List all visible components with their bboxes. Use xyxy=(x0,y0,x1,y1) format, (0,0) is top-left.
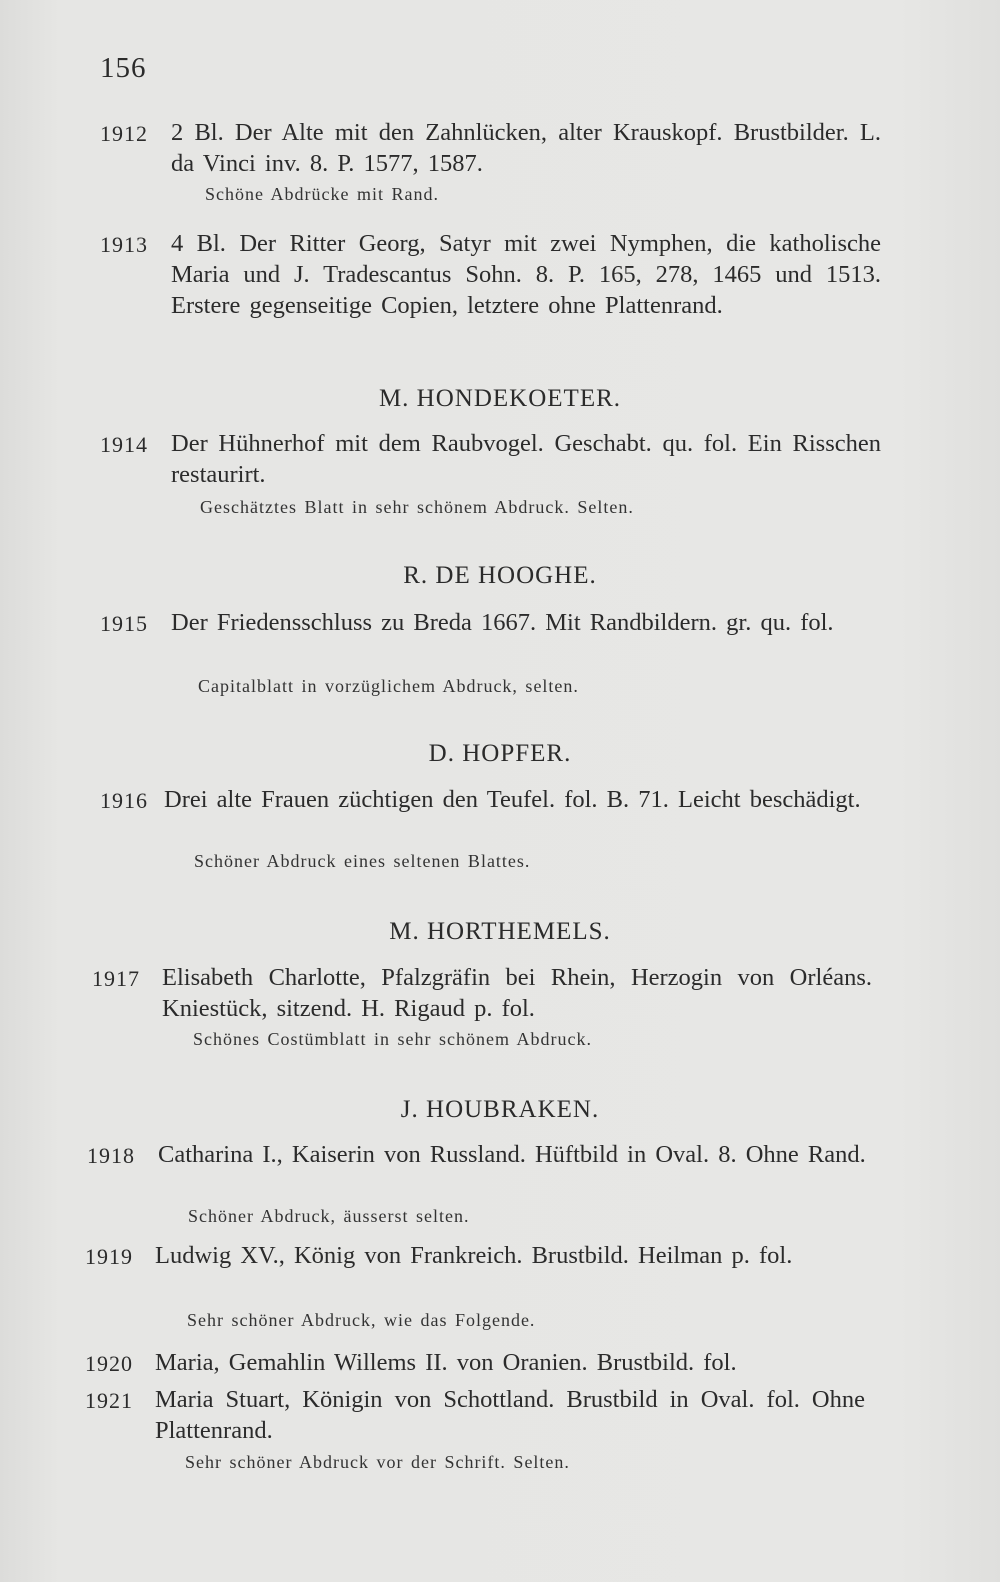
page-number: 156 xyxy=(100,52,147,84)
entry-note: Geschätztes Blatt in sehr schönem Abdruck. Selten. xyxy=(200,497,634,517)
entry-number: 1913 xyxy=(100,232,148,257)
entry-number: 1917 xyxy=(92,966,140,991)
entry-text: Maria Stuart, Königin von Schottland. Brustbild in Oval. fol. Ohne Plattenrand. xyxy=(155,1386,865,1444)
entry-text: Elisabeth Charlotte, Pfalzgräfin bei Rhein, Herzogin von Orléans. Kniestück, sitzend. H. Rigaud p. fol. xyxy=(162,964,872,1022)
artist-heading: M. HONDEKOETER. xyxy=(378,385,622,412)
entry-text: Der Friedensschluss zu Breda 1667. Mit Randbildern. gr. qu. fol. xyxy=(171,609,834,636)
entry-number: 1912 xyxy=(100,121,148,146)
entry-number: 1914 xyxy=(100,432,148,457)
entry-number: 1918 xyxy=(87,1143,135,1168)
artist-heading: M. HORTHEMELS. xyxy=(389,918,611,945)
entry-text: Maria, Gemahlin Willems II. von Oranien. Brustbild. fol. xyxy=(155,1349,737,1376)
entry-note: Schöner Abdruck, äusserst selten. xyxy=(188,1206,470,1226)
entry-note: Schöne Abdrücke mit Rand. xyxy=(205,184,439,204)
entry-text: 4 Bl. Der Ritter Georg, Satyr mit zwei Nymphen, die katholische Maria und J. Tradescantus Sohn. 8. P. 165, 278, 1465 und 1513. Erstere gegenseitige Copien, letztere ohne Plattenrand. xyxy=(171,230,881,319)
entry-note: Capitalblatt in vorzüglichem Abdruck, selten. xyxy=(198,676,579,696)
entry-note: Sehr schöner Abdruck vor der Schrift. Selten. xyxy=(185,1452,570,1472)
artist-heading: J. HOUBRAKEN. xyxy=(400,1096,600,1123)
entry-note: Schönes Costümblatt in sehr schönem Abdruck. xyxy=(193,1029,592,1049)
entry-number: 1919 xyxy=(85,1244,133,1269)
entry-text: 2 Bl. Der Alte mit den Zahnlücken, alter Krauskopf. Brustbilder. L. da Vinci inv. 8. P. 1577, 1587. xyxy=(171,119,881,177)
entry-note: Schöner Abdruck eines seltenen Blattes. xyxy=(194,851,531,871)
entry-number: 1916 xyxy=(100,788,148,813)
entry-text: Der Hühnerhof mit dem Raubvogel. Geschabt. qu. fol. Ein Risschen restaurirt. xyxy=(171,430,881,488)
entry-note: Sehr schöner Abdruck, wie das Folgende. xyxy=(187,1310,536,1330)
entry-number: 1915 xyxy=(100,611,148,636)
artist-heading: R. DE HOOGHE. xyxy=(403,562,597,589)
entry-number: 1920 xyxy=(85,1351,133,1376)
entry-text: Catharina I., Kaiserin von Russland. Hüftbild in Oval. 8. Ohne Rand. xyxy=(158,1141,866,1168)
entry-text: Drei alte Frauen züchtigen den Teufel. fol. B. 71. Leicht beschädigt. xyxy=(164,786,861,813)
entry-text: Ludwig XV., König von Frankreich. Brustbild. Heilman p. fol. xyxy=(155,1242,793,1269)
artist-heading: D. HOPFER. xyxy=(428,740,572,767)
entry-number: 1921 xyxy=(85,1388,133,1413)
